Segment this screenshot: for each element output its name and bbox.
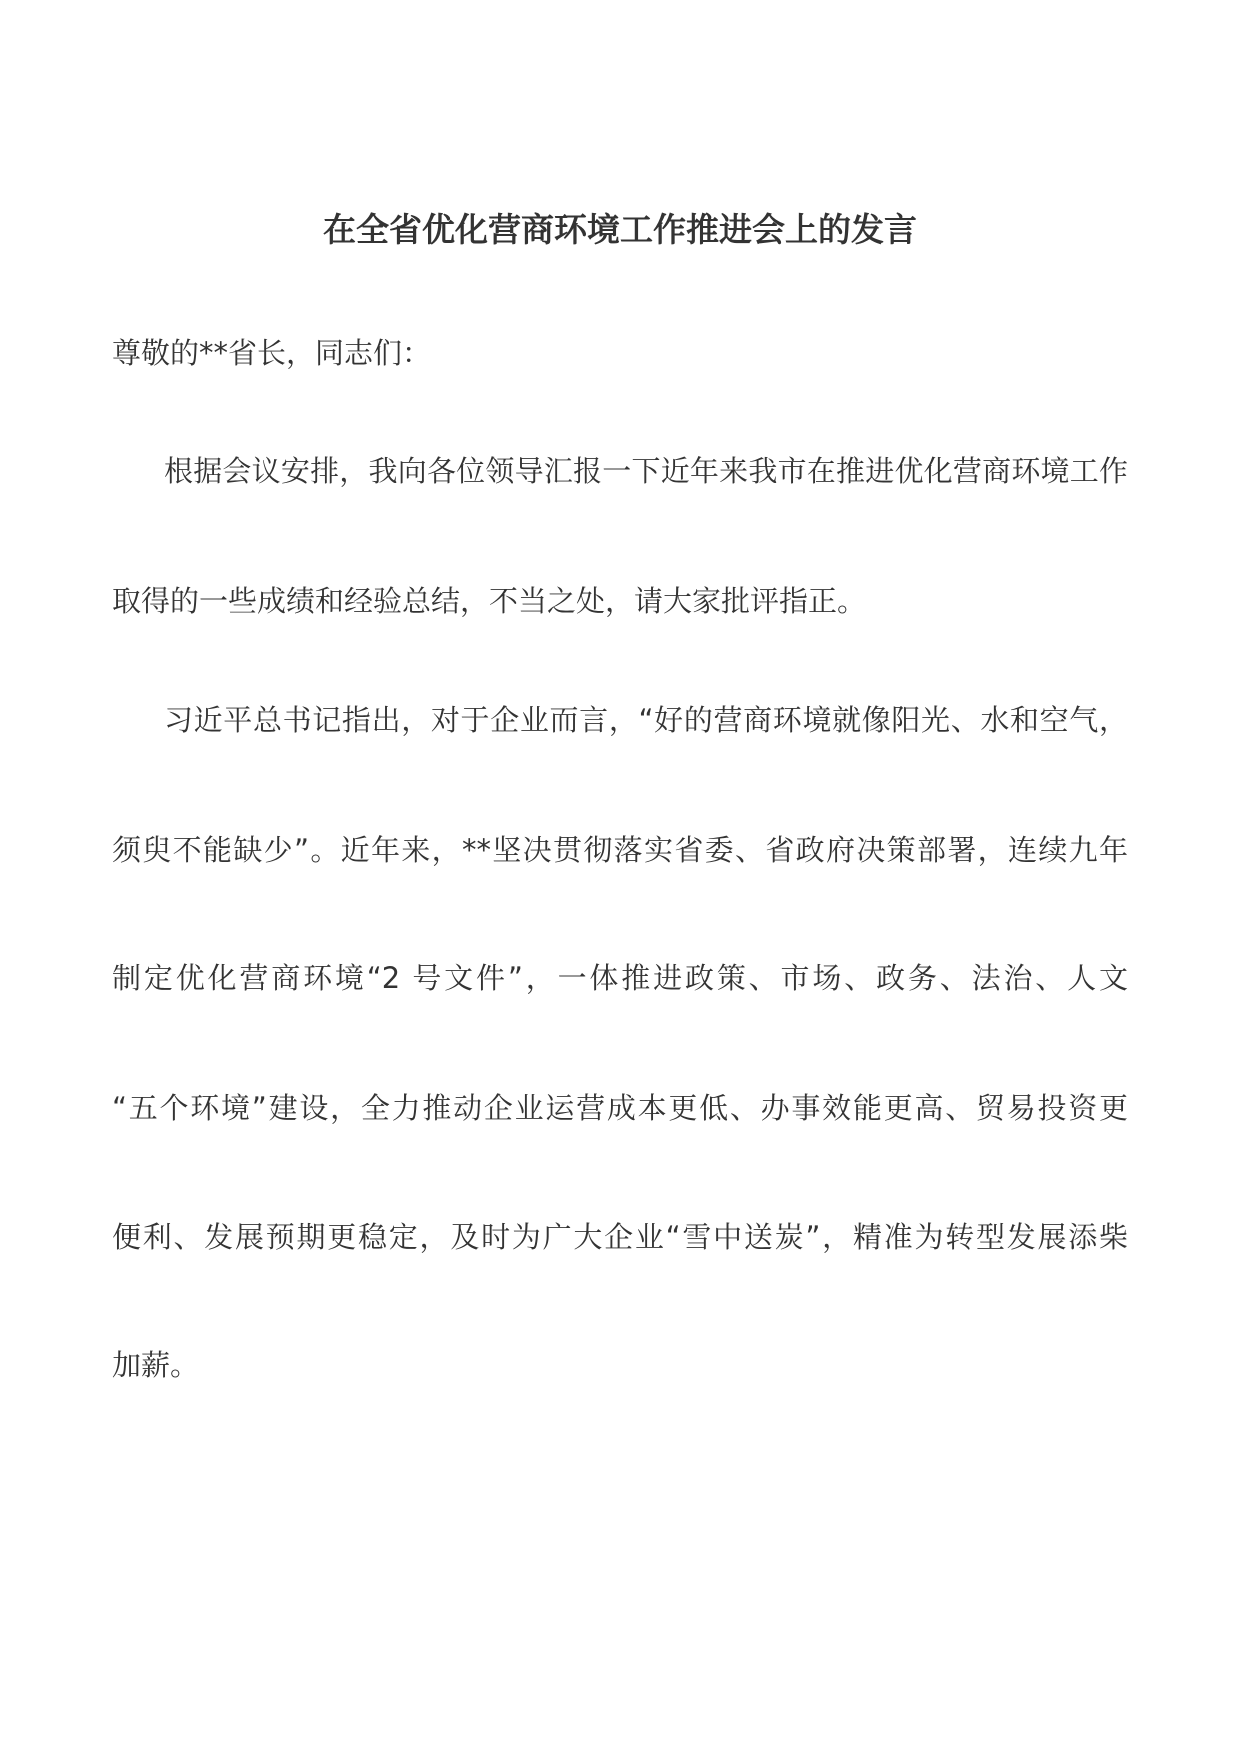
paragraph-line: 取得的一些成绩和经验总结，不当之处，请大家批评指正。	[112, 584, 867, 618]
paragraph-line: 根据会议安排，我向各位领导汇报一下近年来我市在推进优化营商环境工作	[164, 454, 1128, 488]
paragraph-line: 加薪。	[112, 1348, 200, 1382]
paragraph-line: 须臾不能缺少”。近年来，**坚决贯彻落实省委、省政府决策部署，连续九年	[112, 833, 1128, 867]
salutation: 尊敬的**省长，同志们：	[112, 336, 432, 370]
paragraph-line: “五个环境”建设，全力推动企业运营成本更低、办事效能更高、贸易投资更	[112, 1091, 1128, 1125]
paragraph-line: 制定优化营商环境“2 号文件”，一体推进政策、市场、政务、法治、人文	[112, 961, 1128, 995]
paragraph-line: 便利、发展预期更稳定，及时为广大企业“雪中送炭”，精准为转型发展添柴	[112, 1220, 1128, 1254]
document-title: 在全省优化营商环境工作推进会上的发言	[323, 210, 917, 249]
paragraph-line: 习近平总书记指出，对于企业而言，“好的营商环境就像阳光、水和空气，	[164, 703, 1128, 737]
